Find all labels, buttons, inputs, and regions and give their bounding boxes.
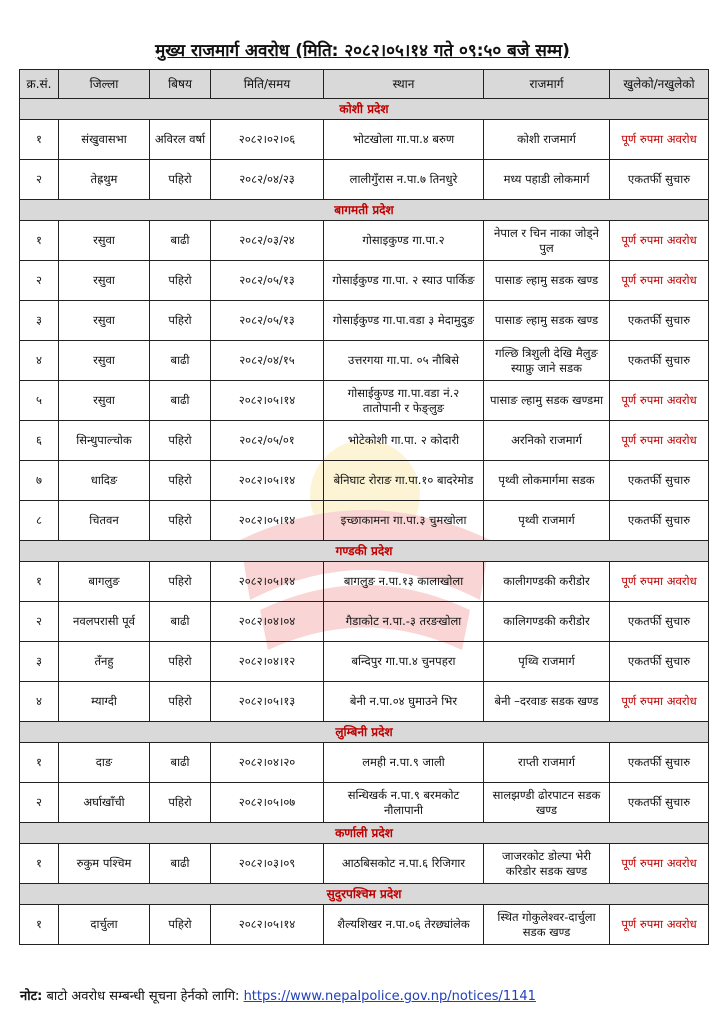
cell-subject: पहिरो bbox=[150, 905, 211, 945]
cell-sn: २ bbox=[20, 160, 59, 200]
cell-sn: ४ bbox=[20, 682, 59, 722]
cell-date: २०८२/०४/१५ bbox=[211, 341, 324, 381]
cell-place: इच्छाकामना गा.पा.३ चुमखोला bbox=[324, 501, 484, 541]
province-row bbox=[20, 541, 709, 562]
cell-status: एकतर्फी सुचारु bbox=[610, 743, 709, 783]
cell-subject: पहिरो bbox=[150, 301, 211, 341]
cell-date: २०८२।०५।१४ bbox=[211, 562, 324, 602]
cell-date: २०८२।०५।१४ bbox=[211, 461, 324, 501]
cell-highway: पासाङ ल्हामु सडक खण्डमा bbox=[484, 381, 610, 421]
province-name: कोशी प्रदेश bbox=[20, 99, 709, 120]
province-row bbox=[20, 200, 709, 221]
cell-district: रसुवा bbox=[59, 261, 150, 301]
cell-place: गोसाईकुण्ड गा.पा.वडा ३ मेदामुदुङ bbox=[324, 301, 484, 341]
cell-subject: पहिरो bbox=[150, 160, 211, 200]
cell-subject: पहिरो bbox=[150, 682, 211, 722]
table-row bbox=[20, 301, 709, 341]
table-row bbox=[20, 562, 709, 602]
table-row bbox=[20, 743, 709, 783]
cell-status: पूर्ण रुपमा अवरोध bbox=[610, 844, 709, 884]
table-row bbox=[20, 501, 709, 541]
cell-status: पूर्ण रुपमा अवरोध bbox=[610, 261, 709, 301]
cell-subject: पहिरो bbox=[150, 261, 211, 301]
cell-date: २०८२।०२।०६ bbox=[211, 120, 324, 160]
footer-note bbox=[20, 986, 536, 1004]
province-row bbox=[20, 823, 709, 844]
cell-place: भोटेकोशी गा.पा. २ कोदारी bbox=[324, 421, 484, 461]
cell-status: पूर्ण रुपमा अवरोध bbox=[610, 381, 709, 421]
cell-status: एकतर्फी सुचारु bbox=[610, 160, 709, 200]
notice-link[interactable]: https://www.nepalpolice.gov.np/notices/1141 bbox=[243, 989, 536, 1004]
province-row bbox=[20, 884, 709, 905]
cell-date: २०८२।०४।०४ bbox=[211, 602, 324, 642]
cell-date: २०८२।०५।१३ bbox=[211, 682, 324, 722]
cell-sn: ८ bbox=[20, 501, 59, 541]
cell-sn: ३ bbox=[20, 301, 59, 341]
cell-status: पूर्ण रुपमा अवरोध bbox=[610, 905, 709, 945]
cell-highway: मध्य पहाडी लोकमार्ग bbox=[484, 160, 610, 200]
cell-sn: ६ bbox=[20, 421, 59, 461]
cell-date: २०८२।०५।०७ bbox=[211, 783, 324, 823]
cell-status: एकतर्फी सुचारु bbox=[610, 602, 709, 642]
cell-district: चितवन bbox=[59, 501, 150, 541]
title-text: मुख्य राजमार्ग अवरोध (मिति: २०८२।०५।१४ गते ०९:५० बजे सम्म) bbox=[155, 41, 570, 61]
province-row bbox=[20, 99, 709, 120]
cell-subject: पहिरो bbox=[150, 421, 211, 461]
table-row bbox=[20, 221, 709, 261]
note-label: नोट: bbox=[20, 989, 43, 1004]
cell-date: २०८२/०३/२४ bbox=[211, 221, 324, 261]
table-header-row bbox=[20, 70, 709, 99]
cell-sn: २ bbox=[20, 783, 59, 823]
table-row bbox=[20, 905, 709, 945]
table-row bbox=[20, 120, 709, 160]
cell-status: एकतर्फी सुचारु bbox=[610, 783, 709, 823]
cell-sn: ३ bbox=[20, 642, 59, 682]
cell-sn: १ bbox=[20, 844, 59, 884]
cell-highway: सालझण्डी ढोरपाटन सडक खण्ड bbox=[484, 783, 610, 823]
cell-district: रुकुम पश्चिम bbox=[59, 844, 150, 884]
cell-highway: अरनिको राजमार्ग bbox=[484, 421, 610, 461]
header-date: मिति/समय bbox=[211, 70, 324, 99]
cell-subject: बाढी bbox=[150, 341, 211, 381]
cell-place: बेनी न.पा.०४ घुमाउने भिर bbox=[324, 682, 484, 722]
province-name: लुम्बिनी प्रदेश bbox=[20, 722, 709, 743]
cell-subject: पहिरो bbox=[150, 501, 211, 541]
table-row bbox=[20, 602, 709, 642]
header-subject: बिषय bbox=[150, 70, 211, 99]
table-row bbox=[20, 341, 709, 381]
table-row bbox=[20, 642, 709, 682]
cell-place: सन्धिखर्क न.पा.९ बरमकोट नौलापानी bbox=[324, 783, 484, 823]
cell-district: दार्चुला bbox=[59, 905, 150, 945]
table-row bbox=[20, 682, 709, 722]
cell-subject: पहिरो bbox=[150, 642, 211, 682]
cell-place: गोसाइकुण्ड गा.पा.२ bbox=[324, 221, 484, 261]
cell-sn: ७ bbox=[20, 461, 59, 501]
cell-date: २०८२।०५।१४ bbox=[211, 501, 324, 541]
cell-status: एकतर्फी सुचारु bbox=[610, 341, 709, 381]
cell-place: शैल्यशिखर न.पा.०६ तेरछ्यांलेक bbox=[324, 905, 484, 945]
cell-status: एकतर्फी सुचारु bbox=[610, 501, 709, 541]
road-blockage-table bbox=[19, 69, 709, 945]
cell-highway: पृथ्वी लोकमार्गमा सडक bbox=[484, 461, 610, 501]
cell-sn: १ bbox=[20, 120, 59, 160]
cell-highway: पासाङ ल्हामु सडक खण्ड bbox=[484, 301, 610, 341]
cell-highway: स्थित गोकुलेश्वर-दार्चुला सडक खण्ड bbox=[484, 905, 610, 945]
cell-district: रसुवा bbox=[59, 221, 150, 261]
cell-sn: ४ bbox=[20, 341, 59, 381]
cell-highway: गल्छि त्रिशुली देखि मैलुङ स्याफ्रु जाने सडक bbox=[484, 341, 610, 381]
cell-sn: २ bbox=[20, 602, 59, 642]
province-name: बागमती प्रदेश bbox=[20, 200, 709, 221]
page-title bbox=[0, 38, 725, 61]
cell-place: बन्दिपुर गा.पा.४ चुनपहरा bbox=[324, 642, 484, 682]
cell-highway: पृथ्वि राजमार्ग bbox=[484, 642, 610, 682]
cell-highway: कालिगण्डकी करीडोर bbox=[484, 602, 610, 642]
province-name: कर्णाली प्रदेश bbox=[20, 823, 709, 844]
cell-date: २०८२।०५।१४ bbox=[211, 905, 324, 945]
cell-status: पूर्ण रुपमा अवरोध bbox=[610, 421, 709, 461]
cell-sn: २ bbox=[20, 261, 59, 301]
cell-district: नवलपरासी पूर्व bbox=[59, 602, 150, 642]
cell-place: भोटखोला गा.पा.४ बरुण bbox=[324, 120, 484, 160]
table-row bbox=[20, 160, 709, 200]
cell-date: २०८२/०५/०१ bbox=[211, 421, 324, 461]
cell-subject: बाढी bbox=[150, 602, 211, 642]
cell-date: २०८२/०४/२३ bbox=[211, 160, 324, 200]
cell-place: उत्तरगया गा.पा. ०५ नौबिसे bbox=[324, 341, 484, 381]
cell-status: एकतर्फी सुचारु bbox=[610, 461, 709, 501]
header-district: जिल्ला bbox=[59, 70, 150, 99]
table-row bbox=[20, 844, 709, 884]
cell-place: लमही न.पा.९ जाली bbox=[324, 743, 484, 783]
cell-subject: पहिरो bbox=[150, 461, 211, 501]
cell-district: म्याग्दी bbox=[59, 682, 150, 722]
cell-place: आठबिसकोट न.पा.६ रिजिगार bbox=[324, 844, 484, 884]
table-row bbox=[20, 461, 709, 501]
cell-highway: नेपाल र चिन नाका जोड्ने पुल bbox=[484, 221, 610, 261]
cell-district: रसुवा bbox=[59, 301, 150, 341]
cell-place: गैडाकोट न.पा.-३ तरङखोला bbox=[324, 602, 484, 642]
cell-place: लालीगुँरास न.पा.७ तिनधुरे bbox=[324, 160, 484, 200]
cell-status: पूर्ण रुपमा अवरोध bbox=[610, 562, 709, 602]
cell-place: बागलुङ न.पा.१३ कालाखोला bbox=[324, 562, 484, 602]
cell-subject: बाढी bbox=[150, 844, 211, 884]
cell-subject: बाढी bbox=[150, 221, 211, 261]
cell-district: रसुवा bbox=[59, 341, 150, 381]
header-highway: राजमार्ग bbox=[484, 70, 610, 99]
cell-place: गोसाईकुण्ड गा.पा. २ स्याउ पार्किङ bbox=[324, 261, 484, 301]
cell-highway: कालीगण्डकी करीडोर bbox=[484, 562, 610, 602]
cell-district: रसुवा bbox=[59, 381, 150, 421]
cell-district: सिन्धुपाल्चोक bbox=[59, 421, 150, 461]
cell-date: २०८२/०५/१३ bbox=[211, 261, 324, 301]
cell-subject: अविरल वर्षा bbox=[150, 120, 211, 160]
cell-highway: पासाङ ल्हामु सडक खण्ड bbox=[484, 261, 610, 301]
cell-district: दाङ bbox=[59, 743, 150, 783]
cell-status: पूर्ण रुपमा अवरोध bbox=[610, 221, 709, 261]
cell-status: पूर्ण रुपमा अवरोध bbox=[610, 682, 709, 722]
cell-place: गोसाईकुण्ड गा.पा.वडा नं.२ तातोपानी र फेङ्लुङ bbox=[324, 381, 484, 421]
cell-subject: बाढी bbox=[150, 743, 211, 783]
province-name: सुदुरपश्चिम प्रदेश bbox=[20, 884, 709, 905]
table-row bbox=[20, 381, 709, 421]
table-row bbox=[20, 421, 709, 461]
header-status: खुलेको/नखुलेको bbox=[610, 70, 709, 99]
cell-highway: पृथ्वी राजमार्ग bbox=[484, 501, 610, 541]
cell-place: बेनिघाट रोराङ गा.पा.१० बादरेमोड bbox=[324, 461, 484, 501]
cell-highway: जाजरकोट डोल्पा भेरी करिडोर सडक खण्ड bbox=[484, 844, 610, 884]
note-text: बाटो अवरोध सम्बन्धी सूचना हेर्नको लागि: bbox=[42, 989, 244, 1004]
cell-district: अर्घाखाँची bbox=[59, 783, 150, 823]
cell-sn: १ bbox=[20, 905, 59, 945]
cell-district: तेह्रथुम bbox=[59, 160, 150, 200]
province-name: गण्डकी प्रदेश bbox=[20, 541, 709, 562]
header-place: स्थान bbox=[324, 70, 484, 99]
cell-date: २०८२।०४।१२ bbox=[211, 642, 324, 682]
cell-status: एकतर्फी सुचारु bbox=[610, 301, 709, 341]
cell-district: बागलुङ bbox=[59, 562, 150, 602]
table-row bbox=[20, 783, 709, 823]
header-sn: क्र.सं. bbox=[20, 70, 59, 99]
cell-date: २०८२।०५।१४ bbox=[211, 381, 324, 421]
cell-subject: पहिरो bbox=[150, 783, 211, 823]
cell-sn: १ bbox=[20, 562, 59, 602]
cell-subject: बाढी bbox=[150, 381, 211, 421]
province-row bbox=[20, 722, 709, 743]
cell-highway: बेनी –दरवाङ सडक खण्ड bbox=[484, 682, 610, 722]
cell-highway: राप्ती राजमार्ग bbox=[484, 743, 610, 783]
cell-district: धादिङ bbox=[59, 461, 150, 501]
cell-date: २०८२।०४।२० bbox=[211, 743, 324, 783]
cell-sn: १ bbox=[20, 743, 59, 783]
cell-highway: कोशी राजमार्ग bbox=[484, 120, 610, 160]
cell-district: तँनहु bbox=[59, 642, 150, 682]
cell-date: २०८२/०५/१३ bbox=[211, 301, 324, 341]
table-row bbox=[20, 261, 709, 301]
table-body bbox=[20, 99, 709, 945]
cell-district: संखुवासभा bbox=[59, 120, 150, 160]
cell-status: पूर्ण रुपमा अवरोध bbox=[610, 120, 709, 160]
cell-sn: ५ bbox=[20, 381, 59, 421]
cell-sn: १ bbox=[20, 221, 59, 261]
cell-date: २०८२।०३।०९ bbox=[211, 844, 324, 884]
cell-status: एकतर्फी सुचारु bbox=[610, 642, 709, 682]
cell-subject: पहिरो bbox=[150, 562, 211, 602]
